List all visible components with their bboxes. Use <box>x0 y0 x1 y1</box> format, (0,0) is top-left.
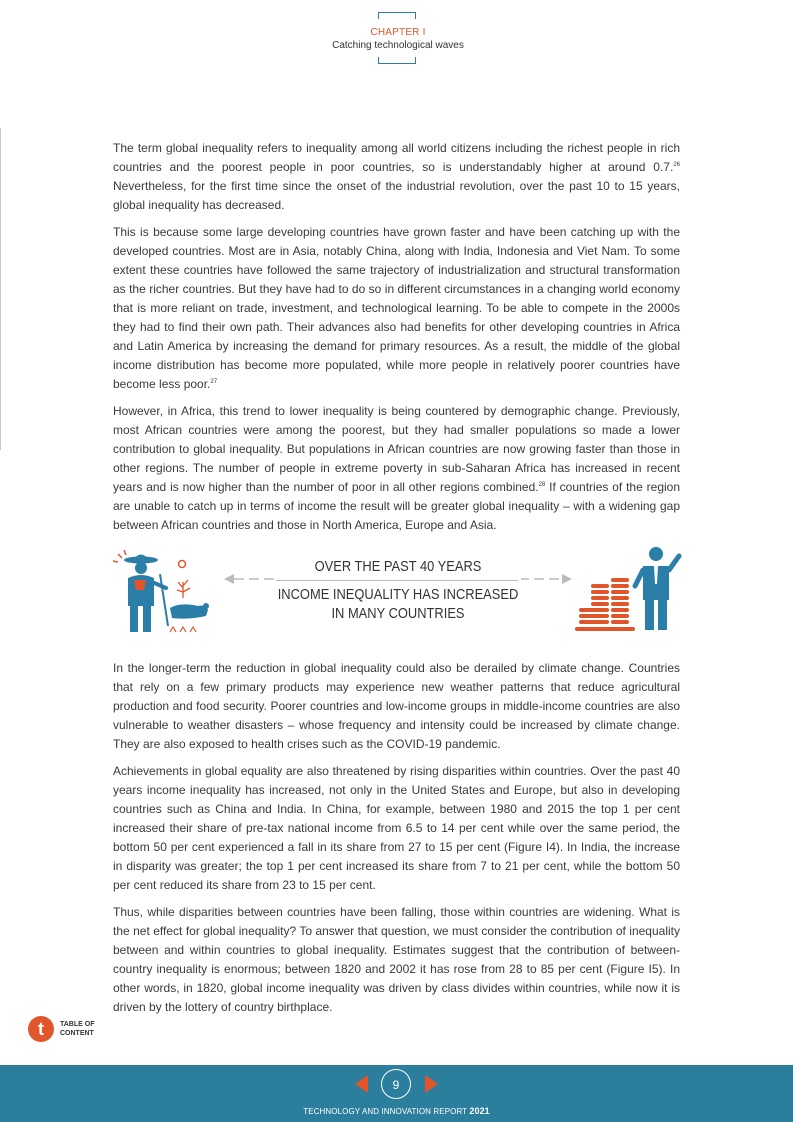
farmer-illustration-icon <box>108 548 218 634</box>
table-of-content-link[interactable] <box>28 1016 118 1044</box>
rich-man-coins-illustration-icon <box>573 544 688 634</box>
toc-label[interactable]: TABLE OF CONTENT <box>60 1021 95 1037</box>
body-text-top <box>113 139 680 543</box>
report-title: TECHNOLOGY AND INNOVATION REPORT 2021 <box>303 1106 490 1116</box>
infographic-divider <box>276 580 518 581</box>
paragraph: In the longer-term the reduction in global inequality could also be derailed by climate change. Countries that rely on a few primary products may experience new weather patterns that reduce agricultural production and food security. Poorer countries and low-income groups in middle-income countries are also vulnerable to weather disasters – whose frequency and intensity could be increased by climate change. They are also exposed to health crises such as the COVID-19 pandemic. <box>113 661 680 751</box>
bracket-bottom-decoration <box>378 57 416 64</box>
inequality-infographic <box>108 542 688 637</box>
page-footer <box>0 1065 793 1122</box>
chapter-header <box>328 12 468 64</box>
paragraph: This is because some large developing countries have grown faster and have been catching up with the developed countries. Most are in Asia, notably China, along with India, Indonesia and Viet Nam. To some extent these countries have followed the same trajectory of industrialization and structural transformation as the richer countries. But they have had to do so in different circumstances in a changing world economy that is more reliant on trade, investment, and technological learning. To be able to compete in the 2000s they had to find their own path. Their advances also had benefits for other developing countries in Africa and Latin America by increasing the demand for primary resources. As a result, the middle of the global income distribution has become more populated, while more people in relatively poorer countries have become less poor.$^{27}$ <box>113 225 680 391</box>
infographic-heading: OVER THE PAST 40 YEARS <box>314 558 482 575</box>
footnote-ref[interactable]: 27 <box>210 379 218 385</box>
paragraph: Thus, while disparities between countries have been falling, those within countries are widening. What is the net effect for global inequality? To answer that question, we must consider the contribution of inequality between and within countries to global inequality. Estimates suggest that the contribution of between-country inequality is enormous; between 1820 and 2002 it has rose from 28 to 85 per cent (Figure I5). In other words, in 1820, global income inequality was driven by class divides within countries, while now it is driven by the lottery of country birthplace. <box>113 905 680 1014</box>
bracket-top-decoration <box>378 12 416 19</box>
chapter-title: Catching technological waves <box>332 40 464 51</box>
toc-icon[interactable]: t <box>28 1016 54 1042</box>
body-text-bottom <box>113 659 680 1025</box>
previous-page-arrow-icon[interactable] <box>355 1075 368 1093</box>
footnote-ref[interactable]: 26 <box>673 162 680 168</box>
chapter-label: CHAPTER I <box>370 27 426 38</box>
infographic-statement: INCOME INEQUALITY HAS INCREASED IN MANY COUNTRIES <box>277 586 519 622</box>
next-page-arrow-icon[interactable] <box>425 1075 438 1093</box>
paragraph: The term global inequality refers to inequality among all world citizens including the richest people in rich countries and the poorest people in poor countries, so is understandably higher at around 0.7.26 Nevertheless, for the first time since the onset of the industrial revolution, over the past 10 to 15 years, global inequality has decreased. <box>113 141 680 212</box>
margin-rule <box>0 128 1 450</box>
page-number: 9 <box>381 1069 411 1099</box>
footnote-ref[interactable]: 28 <box>538 482 546 488</box>
paragraph: Achievements in global equality are also threatened by rising disparities within countries. Over the past 40 years income inequality has increased, not only in the United States and Europe, but also in developing countries such as China and India. In China, for example, between 1980 and 2015 the top 1 per cent increased their share of pre-tax national income from 6.5 to 14 per cent while over the same period, the bottom 50 per cent experienced a fall in its share from 27 to 15 per cent (Figure I4). In India, the increase in disparity was greater; the top 1 per cent increased its share from 7 to 21 per cent, while the bottom 50 per cent reduced its share from 23 to 15 per cent. <box>113 764 680 892</box>
paragraph: However, in Africa, this trend to lower inequality is being countered by demographic change. Previously, most African countries were among the poorest, but they had smaller populations so made a lower contribution to global inequality. But populations in African countries are now growing faster than those in other regions. The number of people in extreme poverty in sub-Saharan Africa has increased in recent years and is now higher than the number of poor in all other regions combined.$^{28}$ If countries of the region are unable to catch up in terms of income the result will be greater global inequality – with a widening gap between African countries and those in North America, Europe and Asia. <box>113 404 681 532</box>
